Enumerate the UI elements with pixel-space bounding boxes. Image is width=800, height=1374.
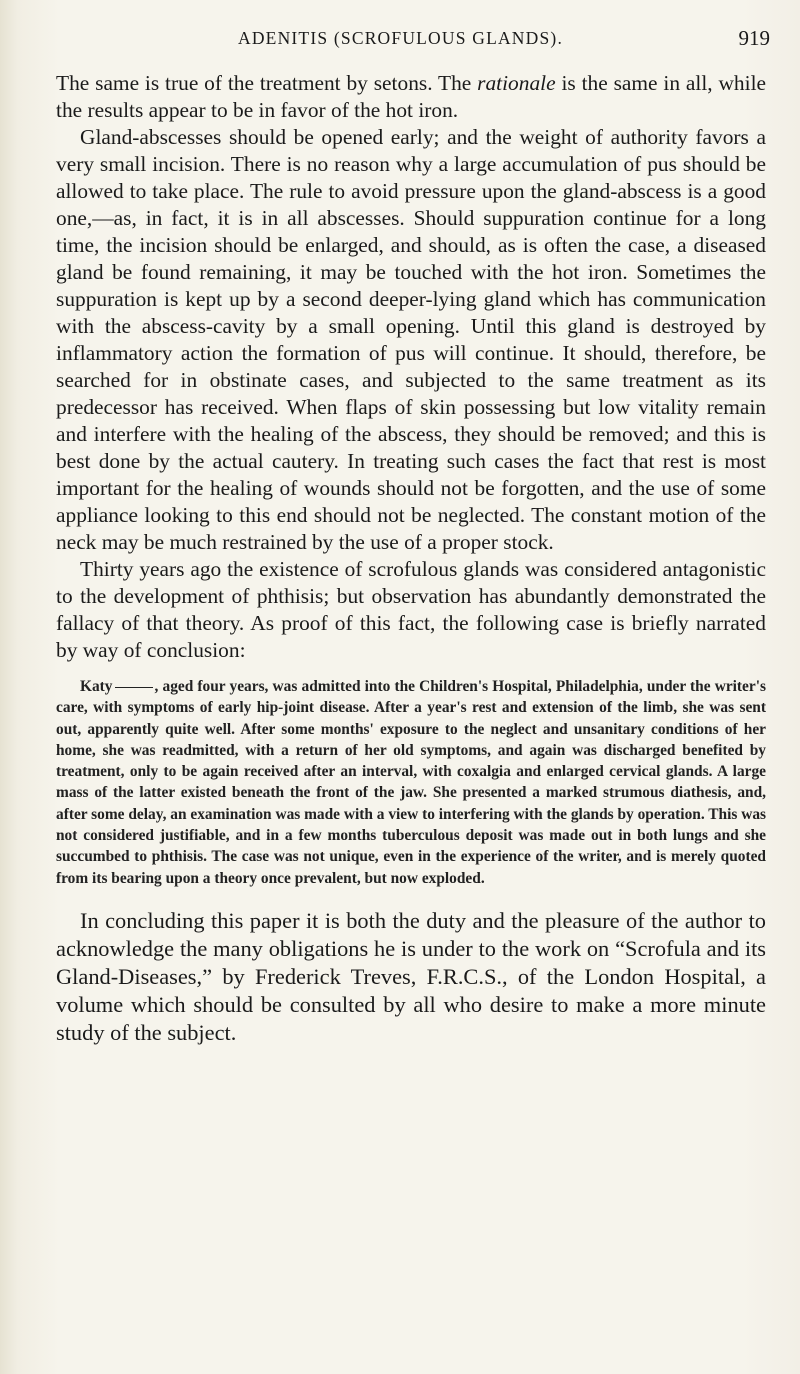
running-head [0, 26, 800, 56]
paragraph-conclusion: In concluding this paper it is both the duty and the pleasure of the author to acknowledge the many obligations he is under to the work on “Scrofula and its Gland-Diseases,” by Frederick Treves, F.R.C.S., of the London Hospital, a volume which should be consulted by all who desire to make a more minute study of the subject. [56, 907, 766, 1045]
case-report [56, 676, 766, 889]
case-report-text: , aged four years, was admitted into the Children's Hospital, Philadelphia, under the writer's care, with symptoms of early hip-joint disease. After a year's rest and extension of the limb, she was sent out, apparently quite well. After some months' exposure to the neglect and unsanitary conditions of her home, she was readmitted, with a return of her old symptoms, and again was discharged benefited by treatment, only to be again received after an interval, with coxalgia and enlarged cervical glands. A large mass of the latter existed beneath the front of the jaw. She presented a marked strumous diathesis, and, after some delay, an examination was made with a view to interfering with the glands by operation. This was not considered justifiable, and in a few months tuberculous deposit was made out in both lungs and she succumbed to phthisis. The case was not unique, even in the experience of the writer, and is merely quoted from its bearing upon a theory once prevalent, but now exploded. [56, 678, 766, 887]
paragraph-gland-abscesses: Gland-abscesses should be opened early; and the weight of authority favors a very small incision. There is no reason why a large accumulation of pus should be allowed to take place. The rule to avoid pressure upon the gland-abscess is a good one,—as, in fact, it is in all abscesses. Should suppuration continue for a long time, the incision should be enlarged, and should, as is often the case, a diseased gland be found remaining, it may be touched with the hot iron. Sometimes the suppuration is kept up by a second deeper-lying gland which has communication with the abscess-cavity by a small opening. Until this gland is destroyed by inflammatory action the formation of pus will continue. It should, therefore, be searched for in obstinate cases, and subjected to the same treatment as its predecessor has received. When flaps of skin possessing but low vitality remain and interfere with the healing of the abscess, they should be removed; and this is best done by the actual cautery. In treating such cases the fact that rest is most important for the healing of wounds should not be forgotten, and the use of some appliance looking to this end should not be neglected. The constant motion of the neck may be much restrained by the use of a proper stock. [56, 125, 766, 554]
paragraph-setons [56, 70, 766, 124]
page-number: 919 [738, 26, 770, 50]
running-title: ADENITIS (SCROFULOUS GLANDS). [238, 28, 564, 48]
paragraph-setons-text-b: is the same in all, while the results appear to be in favor of the hot iron. [56, 71, 767, 122]
paragraph-setons-text-a: The same is true of the treatment by setons. The [56, 71, 478, 95]
case-patient-name: Katy [80, 678, 113, 695]
name-omission-dash [115, 687, 153, 688]
body-text [56, 70, 766, 1047]
rationale-italic: rationale [477, 71, 556, 95]
paragraph-phthisis: Thirty years ago the existence of scrofulous glands was considered antagonistic to the development of phthisis; but observation has abundantly demonstrated the fallacy of that theory. As proof of this fact, the following case is briefly narrated by way of conclusion: [56, 557, 766, 662]
